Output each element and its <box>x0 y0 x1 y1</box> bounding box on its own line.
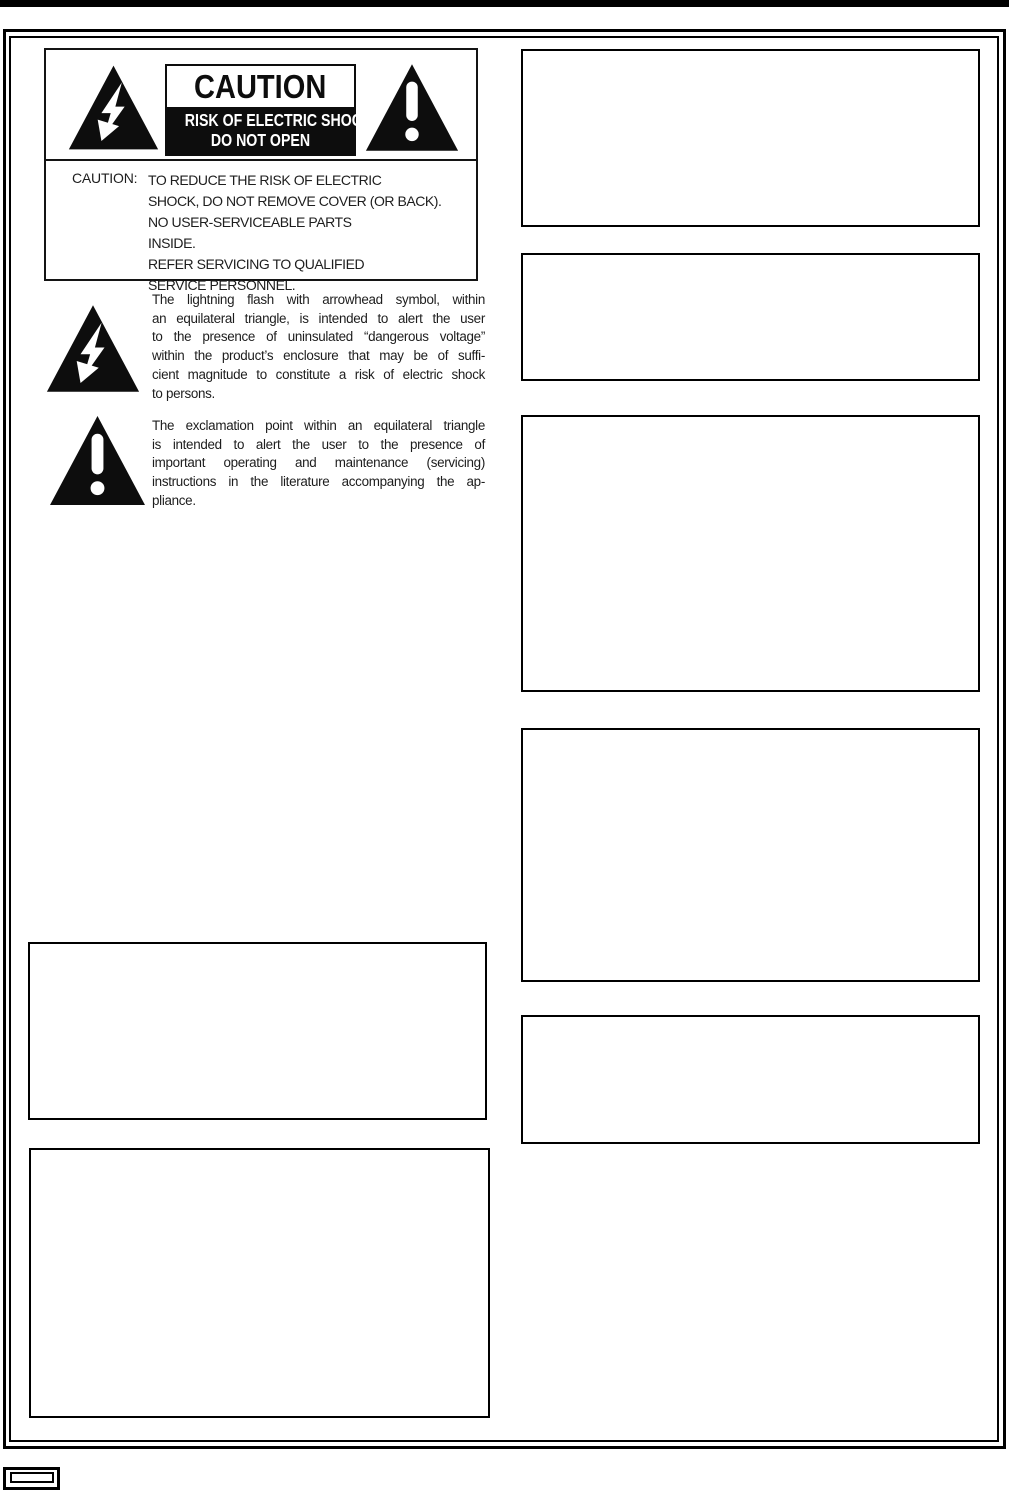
blank-panel-left-2 <box>29 1148 490 1418</box>
lightning-triangle-icon <box>45 302 141 395</box>
caution-label-top <box>167 66 354 107</box>
caution-warning-panel <box>44 48 478 293</box>
note-line: pliance. <box>152 492 196 508</box>
note-line: to the presence of uninsulated “dangerous voltage” <box>152 329 485 345</box>
caution-note-line: SHOCK, DO NOT REMOVE COVER (OR BACK). <box>148 193 442 209</box>
caution-note <box>46 161 476 293</box>
do-not-open-text: DO NOT OPEN <box>210 130 311 150</box>
note-line: important operating and maintenance (servicing) <box>152 455 485 471</box>
lightning-note-text <box>152 291 485 403</box>
caution-note-line: TO REDUCE THE RISK OF ELECTRIC <box>148 172 382 188</box>
page-number-box <box>3 1467 60 1490</box>
note-line: instructions in the literature accompanying the ap- <box>152 474 485 490</box>
note-line: an equilateral triangle, is intended to alert the user <box>152 310 485 326</box>
caution-title: CAUTION <box>194 67 327 105</box>
note-line: to persons. <box>152 385 215 401</box>
caution-note-line: NO USER-SERVICEABLE PARTS <box>148 214 352 230</box>
scan-edge-band <box>0 0 1009 7</box>
blank-panel-right-3 <box>521 415 980 692</box>
lightning-triangle-icon <box>67 62 160 153</box>
caution-label-bottom <box>167 107 373 154</box>
exclamation-triangle-icon <box>364 62 460 153</box>
caution-symbols-row <box>46 50 476 161</box>
blank-panel-right-4 <box>521 728 980 982</box>
caution-note-line: REFER SERVICING TO QUALIFIED <box>148 256 365 272</box>
caution-note-text <box>148 170 478 296</box>
caution-note-line: SERVICE PERSONNEL. <box>148 277 296 293</box>
caution-note-label: CAUTION: <box>72 170 138 186</box>
note-line: cient magnitude to constitute a risk of electric shock <box>152 366 485 382</box>
note-line: is intended to alert the user to the presence of <box>152 436 485 452</box>
exclamation-triangle-icon <box>46 414 149 507</box>
note-line: The lightning flash with arrowhead symbol, within <box>152 292 485 307</box>
note-line: The exclamation point within an equilateral triangle <box>152 418 485 433</box>
exclamation-note-text <box>152 417 485 511</box>
page-number-box-inner <box>10 1472 54 1483</box>
risk-of-electric-shock-text: RISK OF ELECTRIC SHOCK <box>184 110 373 130</box>
note-line: within the product’s enclosure that may be of suffi- <box>152 348 485 364</box>
caution-note-line: INSIDE. <box>148 235 196 251</box>
blank-panel-right-2 <box>521 253 980 381</box>
blank-panel-right-1 <box>521 49 980 227</box>
caution-label-plate <box>165 64 373 156</box>
blank-panel-left-1 <box>28 942 487 1120</box>
blank-panel-right-5 <box>521 1015 980 1144</box>
